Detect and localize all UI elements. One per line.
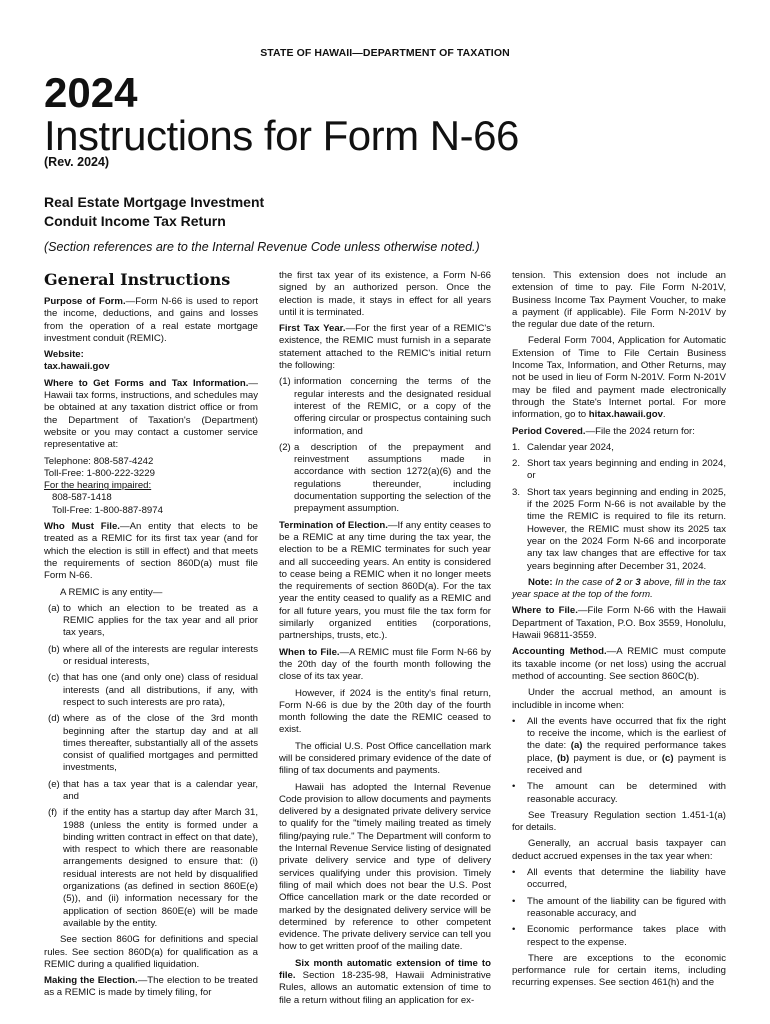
list-marker: (b) — [48, 643, 60, 655]
note-label: Note: — [528, 576, 553, 588]
subtitle-line-1: Real Estate Mortgage Investment — [44, 194, 265, 210]
subtitle-line-2: Conduit Income Tax Return — [44, 213, 226, 229]
period-covered-paragraph — [512, 426, 726, 438]
form-subtitle — [44, 193, 264, 231]
list-item — [48, 672, 258, 709]
termination-text: —If any entity ceases to be a REMIC at any time during the tax year, the election to be a REMIC terminates for such year and all succeeding years. An entity is considered to cease being a REMIC when it no longer meets the requirements of section 860D(a). For the tax year the entity ceased to qualify as a REMIC and for all future years, you must file the tax form for similarly organized entities (corporations, partnerships, trusts, etc.). — [279, 519, 491, 642]
federal-form-paragraph — [512, 335, 726, 421]
list-marker: (d) — [48, 713, 60, 725]
list-marker: 2. — [512, 458, 521, 470]
list-text: Short tax years beginning and ending in 2025, if the 2025 Form N-66 is not available by the time the REMIC is required to file its return. However, the REMIC must show its 2025 tax year on the 2024 Form N-66 and incorporate any tax law changes that are effective for tax years beginning after December 31, 2024. — [527, 486, 726, 572]
termination-label: Termination of Election. — [279, 519, 388, 531]
list-text: to which an election to be treated as a REMIC applies for the tax year and all prior tax years, — [63, 602, 258, 639]
list-text: Short tax years beginning and ending in 2024, or — [527, 458, 726, 482]
list-marker: (1) — [279, 376, 291, 388]
making-election-paragraph — [44, 975, 258, 1000]
list-item — [48, 644, 258, 669]
note-item-2: 2 — [615, 576, 622, 588]
six-month-label: Six month automatic extension of time to file. — [279, 957, 491, 982]
accrual-intro: Under the accrual method, an amount is includible in income when: — [512, 687, 726, 711]
first-tax-year-label: First Tax Year. — [279, 323, 346, 335]
six-month-extension-paragraph — [279, 958, 491, 1007]
list-item — [512, 924, 726, 949]
note-text-end: above, fill in the tax year space at the top of the form. — [512, 576, 726, 601]
note-or: or — [621, 576, 636, 588]
list-item — [279, 442, 491, 516]
generally-paragraph: Generally, an accrual basis taxpayer can deduct accrued expenses in the tax year when: — [512, 838, 726, 862]
list-text: that has a tax year that is a calendar year, and — [63, 778, 258, 802]
column-1 — [44, 270, 258, 1004]
first-year-list — [279, 376, 491, 515]
when-to-file-paragraph — [279, 647, 491, 684]
accounting-text: —A REMIC must compute its taxable income (or net loss) using the accrual method of accounting. See section 860C(b). — [512, 646, 726, 682]
period-list — [512, 442, 726, 573]
toll-free: Toll-Free: 1-800-222-3229 — [44, 467, 155, 479]
first-tax-year-paragraph — [279, 323, 491, 372]
where-to-file-paragraph — [512, 605, 726, 642]
forms-text: —Hawaii tax forms, instructions, and schedules may be obtained at any taxation district office or from the Department of Taxation's (Department) website or you may contact a customer service representative at: — [44, 377, 258, 451]
list-text: The amount can be determined with reasonable accuracy. — [527, 781, 726, 805]
list-item — [512, 896, 726, 921]
final-return-paragraph: However, if 2024 is the entity's final return, Form N-66 is due by the 20th day of the fourth month following the date the REMIC ceased to exist. — [279, 687, 491, 736]
telephone: Telephone: 808-587-4242 — [44, 455, 154, 467]
accounting-label: Accounting Method. — [512, 646, 607, 658]
list-text: where all of the interests are regular interests or residual interests, — [63, 643, 258, 668]
election-continuation: the first tax year of its existence, a Form N-66 signed by an authorized person. Once the election is made, it stays in effect for all years until it is terminated. — [279, 270, 491, 318]
list-text: a description of the prepayment and reinvestment assumptions made in accordance with section 1272(a)(6) and the regulations thereunder, including documentation supporting the selection of the prepayment assumption. — [294, 441, 491, 515]
list-text: Economic performance takes place with respect to the expense. — [527, 924, 726, 948]
bullet-icon: • — [512, 924, 516, 936]
column-2 — [279, 270, 491, 1011]
list-text: that has one (and only one) class of residual interests (and all distributions, if any, with respect to such interests are pro rata), — [63, 672, 258, 708]
hitax-link[interactable]: hitax.hawaii.gov — [588, 409, 663, 421]
list-marker: (2) — [279, 441, 291, 453]
list-marker: (e) — [48, 778, 60, 790]
who-must-file-paragraph — [44, 521, 258, 582]
list-marker: (f) — [48, 807, 58, 819]
list-item — [512, 867, 726, 892]
list-item — [48, 713, 258, 774]
agency-line: STATE OF HAWAII—DEPARTMENT OF TAXATION — [260, 47, 510, 59]
list-item — [512, 487, 726, 573]
website-label: Website: — [44, 349, 84, 361]
page-title: Instructions for Form N-66 — [44, 112, 519, 159]
termination-paragraph — [279, 520, 491, 643]
list-marker: 1. — [512, 441, 521, 453]
remic-list — [44, 603, 258, 930]
list-item — [512, 442, 726, 454]
form-year: 2024 — [44, 69, 138, 116]
website-link[interactable]: tax.hawaii.gov — [44, 361, 110, 373]
purpose-of-form-paragraph — [44, 296, 258, 345]
where-text: —File Form N-66 with the Hawaii Department of Taxation, P.O. Box 3559, Honolulu, Hawaii 96811-3559. — [512, 605, 726, 642]
list-item — [512, 458, 726, 483]
bullet-icon: • — [512, 781, 516, 793]
contact-block — [44, 456, 258, 517]
forms-info-paragraph — [44, 378, 258, 452]
remic-intro: A REMIC is any entity— — [60, 586, 163, 598]
purpose-label: Purpose of Form. — [44, 296, 126, 307]
extension-continuation: tension. This extension does not include an extension of time to pay. File Form N-201V, Business Income Tax Payment Voucher, to make a payment (if applicable). File Form N-201V by the regular due date of the return. — [512, 270, 726, 331]
general-instructions-heading: General Instructions — [44, 270, 231, 289]
who-text: —An entity that elects to be treated as a REMIC for its first tax year (and for which the election is still in effect) and that meets the requirements of section 860D(a) must file Form N-66. — [44, 521, 258, 582]
list-item — [279, 376, 491, 437]
making-label: Making the Election. — [44, 975, 138, 987]
list-text: All the events have occurred that fix the right to receive the income, which is the earliest of the date: (a) the required performance takes place, (b) payment is due, or (c) payment is received and — [527, 715, 726, 776]
making-text: —The election to be treated as a REMIC is made by timely filing, for — [44, 975, 258, 999]
bullet-icon: • — [512, 895, 516, 907]
six-month-text: Section 18-235-98, Hawaii Administrative Rules, allows an automatic extension of time to file a return without filing an application for ex- — [279, 970, 491, 1006]
note-item-3: 3 — [635, 576, 641, 588]
purpose-text: —Form N-66 is used to report the income, deductions, and gains and losses from the operation of a real estate mortgage investment conduit (REMIC). — [44, 296, 258, 344]
first-tax-year-text: —For the first year of a REMIC's existence, the REMIC must furnish in a separate statement attached to the REMIC's initial return the following: — [279, 323, 491, 372]
who-label: Who Must File. — [44, 521, 120, 533]
hearing-toll-free: Toll-Free: 1-800-887-8974 — [52, 504, 163, 516]
list-text: if the entity has a startup day after March 31, 1988 (unless the entity is formed under a binding written contract in effect on that date), with respect to which there are reasonable arrangements designed to ensure that: (i) residual interests are not held by disqualified organizations (as defined in section 860E(e)(5)), and (ii) information necessary for the application of section 860E(e) will be made available by the entity. — [63, 807, 258, 929]
list-text: The amount of the liability can be figured with reasonable accuracy, and — [527, 895, 726, 919]
list-text: Calendar year 2024, — [527, 441, 614, 453]
forms-label: Where to Get Forms and Tax Information. — [44, 377, 249, 389]
revision-label: (Rev. 2024) — [44, 155, 110, 169]
column-3 — [512, 270, 726, 994]
list-text: information concerning the terms of the regular interests and the designated residual interest of the REMIC, or a copy of the offering circular or prospectus containing such information, and — [294, 376, 491, 437]
bullet-icon: • — [512, 867, 516, 879]
list-text: All events that determine the liability have occurred, — [527, 867, 726, 891]
accounting-method-paragraph — [512, 646, 726, 683]
list-marker: 3. — [512, 486, 521, 498]
delivery-service-paragraph: Hawaii has adopted the Internal Revenue Code provision to allow documents and payments delivered by a designated private delivery service to qualify for the "timely mailing treated as timely filing/paying rule." The Department will conform to the Internal Revenue Service listing of designated private delivery service and type of delivery services qualifying under this provision. Timely filing of mail which does not bear the U.S. Post Office cancellation mark or the date recorded or marked by the designated delivery service will be determined by reference to other competent evidence. The private delivery service can tell you how to get written proof of the mailing date. — [279, 781, 491, 953]
note-paragraph — [512, 577, 726, 602]
list-item — [512, 716, 726, 777]
bullet-icon: • — [512, 715, 516, 727]
list-item — [48, 779, 258, 804]
section-reference-note: (Section references are to the Internal Revenue Code unless otherwise noted.) — [44, 240, 480, 254]
note-text: In the case of — [552, 576, 616, 588]
hearing-impaired-label: For the hearing impaired: — [44, 480, 152, 492]
list-item — [48, 603, 258, 640]
when-text: —A REMIC must file Form N-66 by the 20th day of the fourth month following the close of its tax year. — [279, 646, 491, 683]
period-label: Period Covered. — [512, 425, 586, 437]
website-block — [44, 349, 258, 374]
list-marker: (c) — [48, 672, 60, 684]
hearing-phone: 808-587-1418 — [52, 492, 112, 504]
post-office-paragraph: The official U.S. Post Office cancellation mark will be considered primary evidence of the date of filing of tax documents and payments. — [279, 740, 491, 777]
federal-text: Federal Form 7004, Application for Automatic Extension of Time to File Certain Business Income Tax, Information, and Other Returns, may not be used in lieu of Form N-201V. Form N-201V may be filed and payment made electronically through the State's Internet portal. For more information, go to — [512, 335, 726, 421]
see-860g-paragraph: See section 860G for definitions and special rules. See section 860D(a) for qualification as a REMIC during a qualified liquidation. — [44, 934, 258, 970]
where-label: Where to File. — [512, 605, 578, 617]
when-label: When to File. — [279, 646, 340, 658]
list-marker: (a) — [48, 602, 60, 614]
list-item — [512, 781, 726, 806]
list-item — [48, 807, 258, 930]
list-text: where as of the close of the 3rd month beginning after the startup day and at all times thereafter, substantially all of the assets consist of qualified mortgages and permitted investments, — [63, 713, 258, 774]
period-text: —File the 2024 return for: — [585, 425, 695, 437]
treasury-paragraph: See Treasury Regulation section 1.451-1(a) for details. — [512, 809, 726, 834]
exceptions-paragraph: There are exceptions to the economic performance rule for certain items, including recurring expenses. See section 461(h) and the — [512, 952, 726, 989]
federal-end: . — [662, 409, 666, 421]
